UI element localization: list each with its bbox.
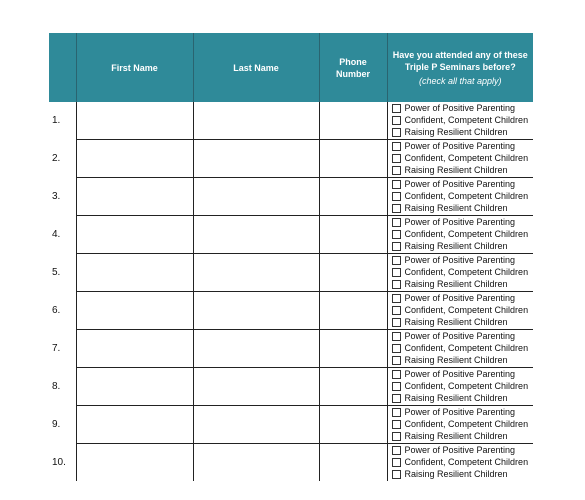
seminar-option-label: Raising Resilient Children [404, 393, 508, 403]
checkbox[interactable] [392, 394, 401, 403]
seminar-checklist-cell [387, 330, 533, 368]
seminar-option-label: Power of Positive Parenting [404, 217, 516, 227]
seminar-option-label: Raising Resilient Children [404, 431, 508, 441]
checkbox[interactable] [392, 470, 401, 479]
header-phone-line2: Number [335, 68, 370, 79]
seminar-checklist-cell [387, 216, 533, 254]
checkbox[interactable] [392, 268, 401, 277]
seminar-option[interactable] [392, 254, 534, 266]
seminar-checklist-cell [387, 292, 533, 330]
row-number: 8. [52, 381, 61, 392]
seminar-checklist-cell [387, 368, 533, 406]
phone-number-cell[interactable] [319, 140, 387, 178]
seminar-option[interactable] [392, 406, 534, 418]
table-row [49, 292, 533, 330]
seminar-option-label: Raising Resilient Children [404, 241, 508, 251]
seminar-option-label: Confident, Competent Children [404, 153, 529, 163]
seminar-option-label: Raising Resilient Children [404, 203, 508, 213]
checkbox[interactable] [392, 420, 401, 429]
checkbox[interactable] [392, 332, 401, 341]
checkbox[interactable] [392, 356, 401, 365]
checkbox[interactable] [392, 382, 401, 391]
row-number: 10. [52, 456, 66, 468]
phone-number-cell[interactable] [319, 406, 387, 444]
phone-number-cell[interactable] [319, 254, 387, 292]
seminar-option-label: Confident, Competent Children [404, 115, 529, 125]
seminar-option-label: Power of Positive Parenting [404, 179, 516, 189]
checkbox[interactable] [392, 446, 401, 455]
header-question-line2: Triple P Seminars before? [404, 61, 516, 72]
checkbox[interactable] [392, 128, 401, 137]
seminar-option[interactable] [392, 102, 534, 114]
row-number: 9. [52, 419, 61, 430]
last-name-cell[interactable] [193, 254, 319, 292]
checkbox[interactable] [392, 242, 401, 251]
seminar-option[interactable] [392, 368, 534, 380]
header-number [49, 33, 76, 102]
seminar-option-label: Power of Positive Parenting [404, 407, 516, 417]
checkbox[interactable] [392, 432, 401, 441]
seminar-checklist-cell [387, 102, 533, 140]
row-number: 4. [52, 229, 61, 240]
checkbox[interactable] [392, 154, 401, 163]
seminar-option[interactable] [392, 316, 534, 328]
first-name-cell[interactable] [76, 140, 193, 178]
header-first-name: First Name [76, 33, 193, 102]
seminar-checklist-cell [387, 444, 533, 482]
last-name-cell[interactable] [193, 368, 319, 406]
seminar-option[interactable] [392, 468, 534, 480]
table-header [49, 33, 533, 102]
seminar-option-label: Raising Resilient Children [404, 165, 508, 175]
table-row [49, 178, 533, 216]
seminar-option[interactable] [392, 164, 534, 176]
seminar-option-label: Confident, Competent Children [404, 305, 529, 315]
last-name-cell[interactable] [193, 102, 319, 140]
checkbox[interactable] [392, 256, 401, 265]
seminar-option[interactable] [392, 354, 534, 366]
seminar-checklist-cell [387, 406, 533, 444]
sign-in-sheet [49, 33, 533, 479]
first-name-cell[interactable] [76, 178, 193, 216]
phone-number-cell[interactable] [319, 330, 387, 368]
seminar-option-label: Confident, Competent Children [404, 381, 529, 391]
checkbox[interactable] [392, 230, 401, 239]
phone-number-cell[interactable] [319, 216, 387, 254]
first-name-cell[interactable] [76, 254, 193, 292]
seminar-option-label: Confident, Competent Children [404, 419, 529, 429]
table-row [49, 444, 533, 482]
phone-number-cell[interactable] [319, 102, 387, 140]
table-row [49, 140, 533, 178]
last-name-cell[interactable] [193, 330, 319, 368]
table-row [49, 330, 533, 368]
seminar-option-label: Power of Positive Parenting [404, 369, 516, 379]
seminar-option[interactable] [392, 342, 534, 354]
last-name-cell[interactable] [193, 444, 319, 482]
first-name-cell[interactable] [76, 330, 193, 368]
row-number: 6. [52, 305, 61, 316]
seminar-option-label: Power of Positive Parenting [404, 141, 516, 151]
phone-number-cell[interactable] [319, 368, 387, 406]
first-name-cell[interactable] [76, 292, 193, 330]
seminar-option[interactable] [392, 202, 534, 214]
seminar-option-label: Raising Resilient Children [404, 469, 508, 479]
first-name-cell[interactable] [76, 216, 193, 254]
table-row [49, 368, 533, 406]
seminar-option[interactable] [392, 444, 534, 456]
last-name-cell[interactable] [193, 406, 319, 444]
checkbox[interactable] [392, 294, 401, 303]
seminar-option[interactable] [392, 114, 534, 126]
seminar-option[interactable] [392, 292, 534, 304]
last-name-cell[interactable] [193, 178, 319, 216]
seminar-option[interactable] [392, 304, 534, 316]
seminar-option-label: Confident, Competent Children [404, 191, 529, 201]
seminar-option-label: Confident, Competent Children [404, 267, 529, 277]
seminar-option-label: Power of Positive Parenting [404, 103, 516, 113]
checkbox[interactable] [392, 116, 401, 125]
checkbox[interactable] [392, 408, 401, 417]
checkbox[interactable] [392, 104, 401, 113]
last-name-cell[interactable] [193, 216, 319, 254]
seminar-option-label: Confident, Competent Children [404, 457, 529, 467]
seminar-option[interactable] [392, 278, 534, 290]
checkbox[interactable] [392, 344, 401, 353]
table-row [49, 406, 533, 444]
seminar-option[interactable] [392, 152, 534, 164]
table-row [49, 102, 533, 140]
seminar-option-label: Confident, Competent Children [404, 229, 529, 239]
header-question-hint: (check all that apply) [418, 75, 502, 86]
row-number: 5. [52, 267, 61, 278]
seminar-option[interactable] [392, 126, 534, 138]
row-number: 3. [52, 191, 61, 202]
row-number: 7. [52, 343, 61, 354]
seminar-option[interactable] [392, 392, 534, 404]
header-question-line1: Have you attended any of these [392, 49, 528, 60]
seminar-option[interactable] [392, 190, 534, 202]
phone-number-cell[interactable] [319, 292, 387, 330]
seminar-option-label: Power of Positive Parenting [404, 293, 516, 303]
checkbox[interactable] [392, 458, 401, 467]
table-row [49, 254, 533, 292]
seminar-checklist-cell [387, 178, 533, 216]
checkbox[interactable] [392, 370, 401, 379]
first-name-cell[interactable] [76, 368, 193, 406]
attendance-table [49, 33, 533, 481]
seminar-option-label: Raising Resilient Children [404, 355, 508, 365]
seminar-option[interactable] [392, 380, 534, 392]
header-last-name: Last Name [193, 33, 319, 102]
seminar-option[interactable] [392, 216, 534, 228]
seminar-option-label: Raising Resilient Children [404, 127, 508, 137]
last-name-cell[interactable] [193, 140, 319, 178]
seminar-option[interactable] [392, 430, 534, 442]
seminar-option[interactable] [392, 266, 534, 278]
seminar-option[interactable] [392, 140, 534, 152]
checkbox[interactable] [392, 280, 401, 289]
seminar-option[interactable] [392, 330, 534, 342]
checkbox[interactable] [392, 142, 401, 151]
seminar-option-label: Power of Positive Parenting [404, 445, 516, 455]
seminar-option[interactable] [392, 456, 534, 468]
row-number: 2. [52, 153, 61, 164]
first-name-cell[interactable] [76, 406, 193, 444]
table-row [49, 216, 533, 254]
checkbox[interactable] [392, 192, 401, 201]
last-name-cell[interactable] [193, 292, 319, 330]
first-name-cell[interactable] [76, 102, 193, 140]
checkbox[interactable] [392, 306, 401, 315]
first-name-cell[interactable] [76, 444, 193, 482]
checkbox[interactable] [392, 166, 401, 175]
seminar-checklist-cell [387, 140, 533, 178]
header-phone-line1: Phone [339, 56, 367, 67]
checkbox[interactable] [392, 318, 401, 327]
seminar-option[interactable] [392, 240, 534, 252]
seminar-option-label: Power of Positive Parenting [404, 255, 516, 265]
header-phone-number [319, 33, 387, 102]
row-number: 1. [52, 115, 61, 127]
table-body [49, 102, 533, 481]
checkbox[interactable] [392, 218, 401, 227]
seminar-option[interactable] [392, 418, 534, 430]
seminar-option-label: Confident, Competent Children [404, 343, 529, 353]
checkbox[interactable] [392, 180, 401, 189]
header-seminar-question [387, 33, 533, 102]
seminar-option-label: Raising Resilient Children [404, 317, 508, 327]
seminar-checklist-cell [387, 254, 533, 292]
seminar-option[interactable] [392, 228, 534, 240]
phone-number-cell[interactable] [319, 178, 387, 216]
seminar-option[interactable] [392, 178, 534, 190]
checkbox[interactable] [392, 204, 401, 213]
seminar-option-label: Power of Positive Parenting [404, 331, 516, 341]
seminar-option-label: Raising Resilient Children [404, 279, 508, 289]
phone-number-cell[interactable] [319, 444, 387, 482]
